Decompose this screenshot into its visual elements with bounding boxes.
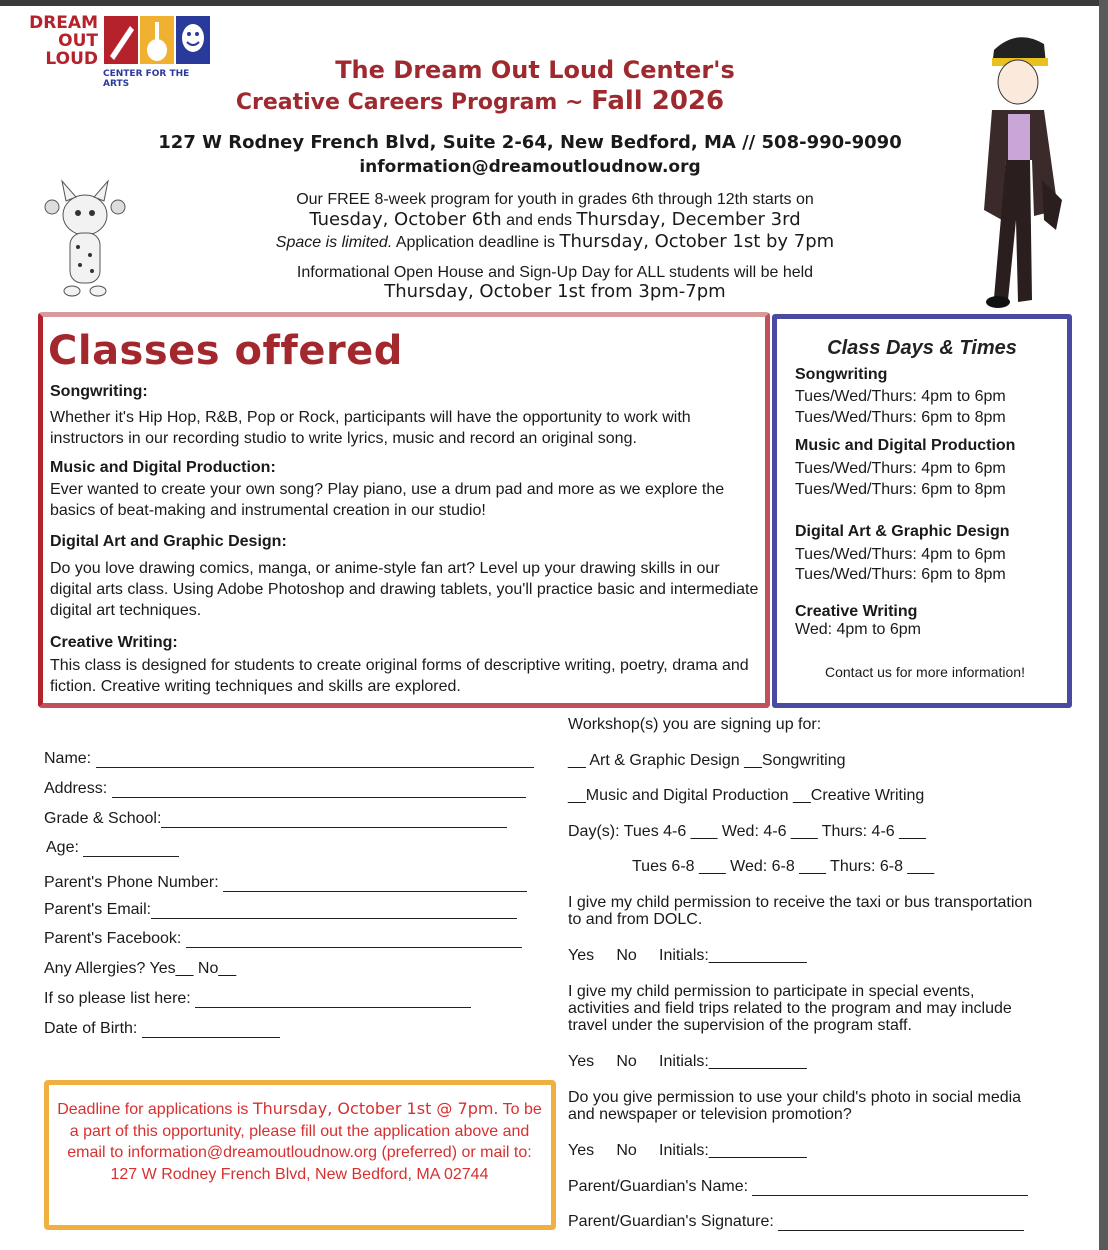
- photo-no[interactable]: No: [616, 1142, 637, 1159]
- deadline-instructions: To be a part of this opportunity, please fill out the application above and email to information@dreamoutloudnow.org (preferred) or mail to: 127 W Rodney French Blvd, New Bedford, MA 02744: [67, 1101, 542, 1183]
- age-row: [46, 839, 179, 857]
- anime-character-illustration: [972, 30, 1082, 315]
- name-label: Name:: [44, 750, 92, 767]
- class-desc-digital-art: Do you love drawing comics, manga, or anime-style fan art? Level up your drawing skills in our digital arts class. Using Adobe Photoshop and drawing tablets, you'll practice basic and intermediate digital art techniques.: [50, 560, 759, 619]
- parent-facebook-label: Parent's Facebook:: [44, 930, 182, 947]
- center-address: 127 W Rodney French Blvd, Suite 2-64, New Bedford, MA // 508-990-9090: [158, 132, 902, 153]
- parent-phone-field[interactable]: [223, 877, 527, 892]
- class-desc-creative-writing: This class is designed for students to create original forms of descriptive writing, poetry, drama and fiction. Creative writing techniques and skills are explored.: [50, 657, 749, 695]
- program-title: The Dream Out Loud Center's: [335, 56, 735, 84]
- parent-facebook-field[interactable]: [186, 933, 522, 948]
- name-row: [44, 750, 534, 768]
- parent-email-label: Parent's Email:: [44, 901, 152, 918]
- cat-mascot-illustration: [40, 175, 130, 303]
- info-and-ends: and ends: [501, 212, 577, 229]
- address-row: [44, 780, 526, 798]
- program-name: Creative Careers Program ~: [235, 90, 592, 115]
- photo-consent-row: [568, 1142, 807, 1160]
- class-days-times-title: Class Days & Times: [827, 337, 1017, 359]
- page-right-border: [1099, 0, 1108, 1250]
- info-line-3: [200, 231, 910, 253]
- age-label: Age:: [46, 839, 79, 856]
- deadline-lead-text: Deadline for applications is: [57, 1101, 253, 1118]
- info-line-4: Informational Open House and Sign-Up Day for ALL students will be held: [296, 264, 814, 281]
- start-date: Tuesday, October 6th: [309, 209, 502, 230]
- allergy-list-field[interactable]: [195, 993, 471, 1008]
- transport-no[interactable]: No: [616, 947, 637, 964]
- guardian-name-row: [568, 1178, 1028, 1196]
- parent-email-field[interactable]: [151, 904, 517, 919]
- photo-yes[interactable]: Yes: [568, 1142, 595, 1159]
- days-time-music-2: Tues/Wed/Thurs: 6pm to 8pm: [795, 481, 1006, 498]
- name-field[interactable]: [96, 753, 534, 768]
- days-heading-digital-art: Digital Art & Graphic Design: [795, 523, 1010, 540]
- logo-line-3: LOUD: [45, 49, 98, 69]
- days-time-songwriting-2: Tues/Wed/Thurs: 6pm to 8pm: [795, 409, 1006, 426]
- allergies-row[interactable]: Any Allergies? Yes__ No__: [44, 960, 237, 977]
- logo-wordmark: [26, 14, 98, 68]
- parent-phone-label: Parent's Phone Number:: [44, 874, 219, 891]
- events-permission: I give my child permission to participate in special events, activities and field trips related to the program and may include travel under the supervision of the program staff.: [568, 983, 1012, 1034]
- workshop-options-1[interactable]: __ Art & Graphic Design __Songwriting: [568, 752, 846, 769]
- space-limited: Space is limited.: [275, 234, 393, 251]
- transport-consent-row: [568, 947, 807, 965]
- address-label: Address:: [44, 780, 108, 797]
- guardian-signature-row: [568, 1213, 1024, 1231]
- days-heading-music-production: Music and Digital Production: [795, 437, 1016, 454]
- days-time-art-2: Tues/Wed/Thurs: 6pm to 8pm: [795, 566, 1006, 583]
- info-line-5: [200, 281, 910, 303]
- days-time-writing: Wed: 4pm to 6pm: [795, 621, 921, 638]
- events-no[interactable]: No: [616, 1053, 637, 1070]
- class-heading-music-production: Music and Digital Production:: [50, 459, 276, 476]
- logo-line-2: OUT: [58, 31, 98, 51]
- class-heading-songwriting: Songwriting:: [50, 383, 148, 400]
- guardian-signature-label: Parent/Guardian's Signature:: [568, 1213, 774, 1230]
- workshops-label: Workshop(s) you are signing up for:: [568, 716, 822, 733]
- class-heading-digital-art: Digital Art and Graphic Design:: [50, 533, 287, 550]
- deadline-date: Thursday, October 1st @ 7pm.: [252, 1099, 499, 1118]
- dob-label: Date of Birth:: [44, 1020, 138, 1037]
- events-initials[interactable]: Initials:___________: [659, 1053, 807, 1070]
- address-field[interactable]: [112, 783, 526, 798]
- days-heading-songwriting: Songwriting: [795, 366, 888, 383]
- contact-note: Contact us for more information!: [825, 664, 1025, 680]
- end-date: Thursday, December 3rd: [576, 209, 801, 230]
- classes-offered-title: Classes offered: [48, 328, 403, 374]
- workshop-options-2[interactable]: __Music and Digital Production __Creative Writing: [568, 787, 925, 804]
- class-desc-music-production: Ever wanted to create your own song? Play piano, use a drum pad and more as we explore the basics of beat-making and instrumental creation in our studio!: [50, 481, 725, 519]
- dob-row: [44, 1020, 280, 1038]
- days-time-music-1: Tues/Wed/Thurs: 4pm to 6pm: [795, 460, 1006, 477]
- theater-masks-icon: [182, 24, 204, 52]
- guardian-name-field[interactable]: [752, 1181, 1028, 1196]
- logo: [26, 13, 216, 89]
- logo-subtitle: CENTER FOR THE ARTS: [103, 69, 190, 89]
- program-subtitle: [140, 86, 820, 116]
- allergy-list-label: If so please list here:: [44, 990, 191, 1007]
- photo-initials[interactable]: Initials:___________: [659, 1142, 807, 1159]
- photo-permission: Do you give permission to use your child's photo in social media and newspaper or television promotion?: [568, 1089, 1022, 1123]
- transport-yes[interactable]: Yes: [568, 947, 595, 964]
- transport-initials[interactable]: Initials:___________: [659, 947, 807, 964]
- events-consent-row: [568, 1053, 807, 1071]
- transport-permission: I give my child permission to receive the taxi or bus transportation to and from DOLC.: [568, 894, 1033, 928]
- allergy-list-row: [44, 990, 471, 1008]
- grade-row: [44, 810, 507, 828]
- application-deadline: Thursday, October 1st by 7pm: [559, 231, 835, 252]
- events-yes[interactable]: Yes: [568, 1053, 595, 1070]
- age-field[interactable]: [83, 842, 179, 857]
- day-options-2[interactable]: Tues 6-8 ___ Wed: 6-8 ___ Thurs: 6-8 ___: [632, 858, 935, 875]
- page-top-border: [0, 0, 1108, 6]
- facebook-row: [44, 930, 522, 948]
- program-season: Fall 2026: [591, 86, 725, 116]
- guardian-name-label: Parent/Guardian's Name:: [568, 1178, 749, 1195]
- grade-school-label: Grade & School:: [44, 810, 162, 827]
- open-house-date: Thursday, October 1st from 3pm-7pm: [384, 281, 726, 302]
- dob-field[interactable]: [142, 1023, 280, 1038]
- center-email: information@dreamoutloudnow.org: [359, 157, 701, 177]
- info-line-1: Our FREE 8-week program for youth in grades 6th through 12th starts on: [296, 191, 814, 208]
- grade-school-field[interactable]: [161, 813, 507, 828]
- logo-arts-icons: [104, 16, 212, 66]
- days-time-songwriting-1: Tues/Wed/Thurs: 4pm to 6pm: [795, 388, 1006, 405]
- deadline-lead: Application deadline is: [392, 234, 560, 251]
- deadline-text: [52, 1098, 547, 1185]
- guardian-signature-field[interactable]: [778, 1216, 1024, 1231]
- email-row: [44, 901, 517, 919]
- logo-line-1: DREAM: [29, 13, 98, 33]
- info-line-2: [200, 209, 910, 231]
- day-options-1[interactable]: Day(s): Tues 4-6 ___ Wed: 4-6 ___ Thurs: 4-6 ___: [568, 823, 926, 840]
- phone-row: [44, 874, 527, 892]
- class-heading-creative-writing: Creative Writing:: [50, 634, 178, 651]
- days-time-art-1: Tues/Wed/Thurs: 4pm to 6pm: [795, 546, 1006, 563]
- days-heading-creative-writing: Creative Writing: [795, 603, 918, 620]
- class-desc-songwriting: Whether it's Hip Hop, R&B, Pop or Rock, participants will have the opportunity to work with instructors in our recording studio to write lyrics, music and record an original song.: [50, 409, 691, 447]
